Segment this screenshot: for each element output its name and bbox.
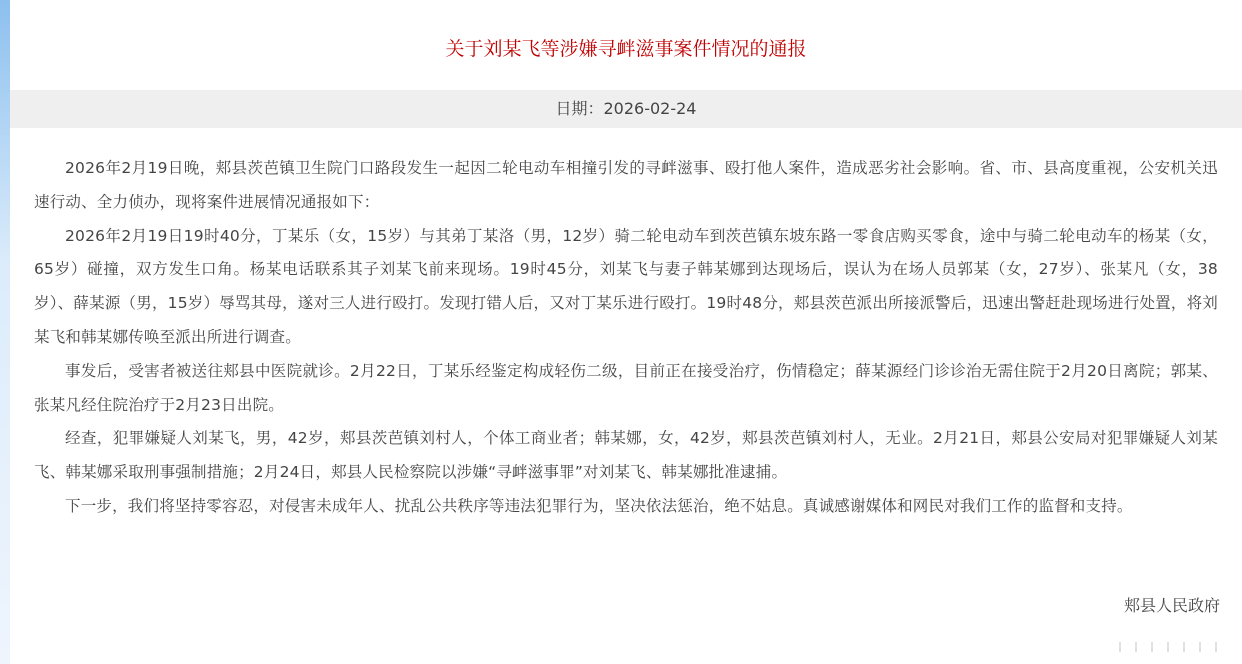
paragraph: 经查，犯罪嫌疑人刘某飞，男，42岁，郏县茨芭镇刘村人，个体工商业者；韩某娜，女，42岁，郏县茨芭镇刘村人，无业。2月21日，郏县公安局对犯罪嫌疑人刘某飞、韩某娜采取刑事强制措施；2月24日，郏县人民检察院以涉嫌“寻衅滋事罪”对刘某飞、韩某娜批准逮捕。 — [34, 429, 1218, 482]
date-bar — [10, 90, 1242, 128]
window-edge — [0, 0, 10, 664]
page-title: 关于刘某飞等涉嫌寻衅滋事案件情况的通报 — [445, 38, 807, 60]
publish-date: 日期：2026-02-24 — [555, 99, 697, 118]
decorative-dots — [1105, 642, 1225, 652]
paragraph: 2026年2月19日晚，郏县茨芭镇卫生院门口路段发生一起因二轮电动车相撞引发的寻衅滋事、殴打他人案件，造成恶劣社会影响。省、市、县高度重视，公安机关迅速行动、全力侦办，现将案件进展情况通报如下： — [34, 159, 1218, 211]
signature: 郏县人民政府 — [1123, 596, 1220, 615]
paragraph: 2026年2月19日19时40分，丁某乐（女，15岁）与其弟丁某洛（男，12岁）骑二轮电动车到茨芭镇东坡东路一零食店购买零食，途中与骑二轮电动车的杨某（女，65岁）碰撞，双方发生口角。杨某电话联系其子刘某飞前来现场。19时45分，刘某飞与妻子韩某娜到达现场后，误认为在场人员郭某（女，27岁）、张某凡（女，38岁）、薛某源（男，15岁）辱骂其母，遂对三人进行殴打。发现打错人后，又对丁某乐进行殴打。19时48分，郏县茨芭派出所接派警后，迅速出警赶赴现场进行处置，将刘某飞和韩某娜传唤至派出所进行调查。 — [34, 226, 1218, 346]
article-body — [34, 152, 1218, 524]
paragraph: 事发后，受害者被送往郏县中医院就诊。2月22日，丁某乐经鉴定构成轻伤二级，目前正在接受治疗，伤情稳定；薛某源经门诊诊治无需住院于2月20日离院；郭某、张某凡经住院治疗于2月23日出院。 — [34, 361, 1218, 414]
paragraph: 下一步，我们将坚持零容忍，对侵害未成年人、扰乱公共秩序等违法犯罪行为，坚决依法惩治，绝不姑息。真诚感谢媒体和网民对我们工作的监督和支持。 — [65, 496, 1133, 515]
